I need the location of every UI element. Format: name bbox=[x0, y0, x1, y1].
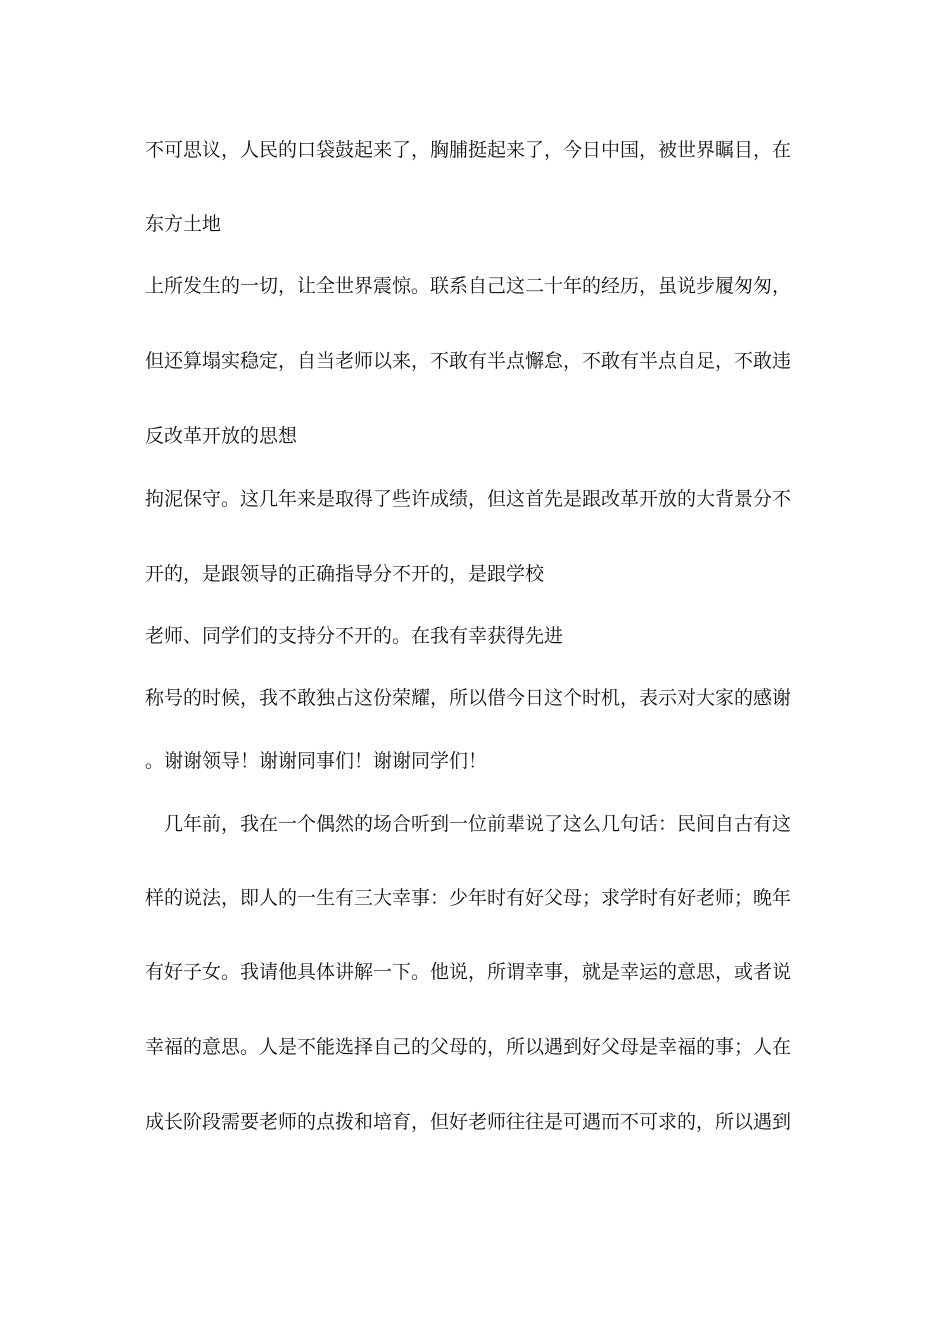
text-line: 但还算塌实稳定，自当老师以来，不敢有半点懈怠，不敢有半点自足，不敢违 bbox=[145, 350, 792, 372]
text-line: 样的说法，即人的一生有三大幸事：少年时有好父母；求学时有好老师；晚年 bbox=[145, 887, 792, 909]
text-line: 。谢谢领导！谢谢同事们！谢谢同学们！ bbox=[145, 750, 488, 772]
text-line: 成长阶段需要老师的点拨和培育，但好老师往往是可遇而不可求的，所以遇到 bbox=[145, 1111, 792, 1133]
text-line: 称号的时候，我不敢独占这份荣耀，所以借今日这个时机，表示对大家的感谢 bbox=[145, 687, 792, 709]
text-line: 反改革开放的思想 bbox=[145, 425, 298, 447]
text-line: 上所发生的一切，让全世界震惊。联系自己这二十年的经历，虽说步履匆匆， bbox=[145, 275, 792, 297]
paragraph-start-line: 几年前，我在一个偶然的场合听到一位前辈说了这么几句话：民间自古有这 bbox=[164, 813, 792, 835]
text-line: 老师、同学们的支持分不开的。在我有幸获得先进 bbox=[145, 625, 564, 647]
text-line: 开的，是跟领导的正确指导分不开的，是跟学校 bbox=[145, 563, 545, 585]
text-line: 东方土地 bbox=[145, 213, 222, 235]
text-line: 幸福的意思。人是不能选择自己的父母的，所以遇到好父母是幸福的事；人在 bbox=[145, 1036, 792, 1058]
text-line: 有好子女。我请他具体讲解一下。他说，所谓幸事，就是幸运的意思，或者说 bbox=[145, 961, 792, 983]
text-line: 不可思议，人民的口袋鼓起来了，胸脯挺起来了，今日中国，被世界瞩目，在 bbox=[145, 139, 792, 161]
text-line: 拘泥保守。这几年来是取得了些许成绩，但这首先是跟改革开放的大背景分不 bbox=[145, 488, 792, 510]
